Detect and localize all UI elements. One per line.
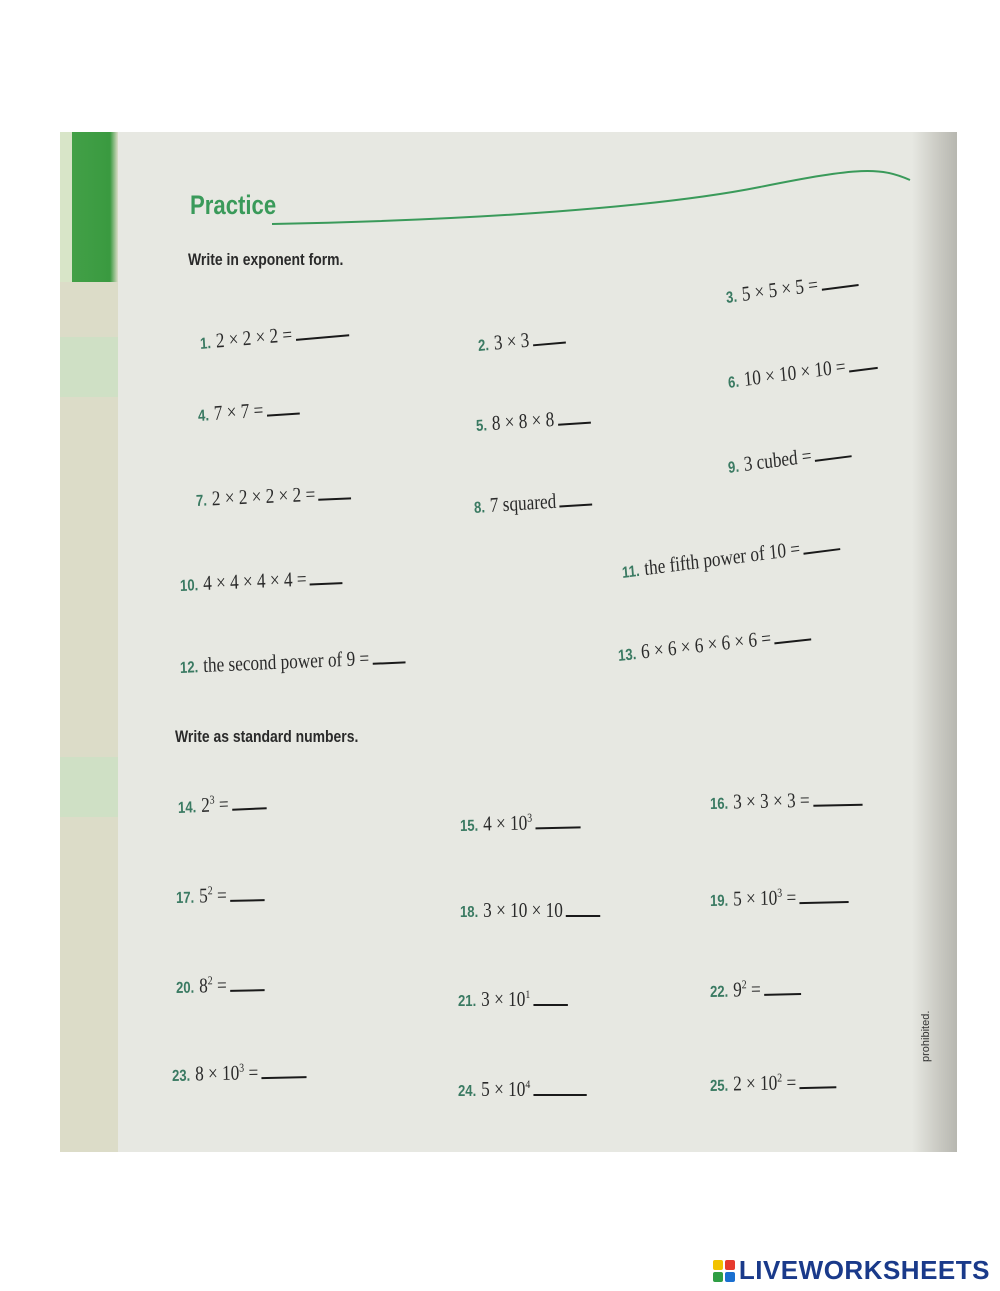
answer-blank[interactable] (813, 790, 862, 807)
exercise-exponent: 2 (741, 977, 747, 992)
exercise-number: 11. (621, 562, 641, 582)
exercise-expression: 10 × 10 × 10 = (742, 354, 847, 391)
exercise-expression: 3 × 10 × 10 (483, 898, 563, 922)
answer-blank[interactable] (774, 624, 812, 644)
exercise-item (710, 1069, 837, 1097)
exercise-number: 25. (709, 1077, 729, 1095)
exercise-item (199, 317, 349, 355)
page-edge (60, 132, 118, 1152)
exercise-equals: = (244, 1060, 259, 1085)
exercise-item (460, 898, 601, 923)
exercise-number: 5. (475, 417, 488, 435)
exercise-expression: 6 × 6 × 6 × 6 × 6 = (640, 625, 772, 664)
exercise-number: 16. (709, 795, 729, 813)
answer-blank[interactable] (820, 270, 858, 291)
exercise-equals: = (212, 972, 227, 998)
exercise-item (710, 884, 849, 912)
exercise-item (727, 350, 878, 394)
exercise-item (460, 809, 581, 837)
exercise-number: 22. (709, 983, 729, 1001)
exercise-number: 24. (458, 1083, 477, 1100)
exercise-expression: 8 × 8 × 8 (491, 407, 555, 435)
exercise-base: 2 × 10 (732, 1070, 778, 1096)
worksheet-photo (60, 132, 957, 1152)
exercise-expression: 7 × 7 = (213, 397, 264, 425)
exercise-item (180, 644, 406, 679)
exercise-number: 4. (197, 407, 210, 425)
binding-shadow (912, 132, 957, 1152)
exercise-number: 23. (171, 1067, 191, 1085)
exercise-number: 21. (458, 993, 477, 1010)
exercise-item (725, 267, 859, 309)
exercise-expression: the fifth power of 10 = (643, 536, 801, 581)
liveworksheets-logo (713, 1255, 990, 1286)
exercise-item (473, 486, 592, 519)
answer-blank[interactable] (535, 812, 580, 829)
exercise-number: 8. (473, 499, 486, 517)
exercise-exponent: 2 (207, 973, 213, 988)
exercise-item (710, 787, 862, 815)
exercise-exponent: 3 (239, 1060, 245, 1075)
exercise-exponent: 3 (777, 885, 783, 900)
exercise-exponent: 2 (777, 1070, 783, 1085)
watermark-text: LIVEWORKSHEETS (738, 1255, 990, 1285)
answer-blank[interactable] (266, 399, 299, 417)
exercise-item (477, 325, 566, 357)
exercise-equals: = (782, 885, 797, 910)
green-mark (60, 337, 118, 397)
answer-blank[interactable] (764, 979, 801, 996)
answer-blank[interactable] (814, 441, 852, 462)
exercise-item (458, 1077, 587, 1102)
green-mark (60, 757, 118, 817)
exercise-exponent: 3 (209, 792, 215, 807)
answer-blank[interactable] (318, 483, 351, 500)
exercise-item (197, 396, 299, 427)
exercise-expression: 3 cubed = (742, 443, 813, 476)
answer-blank[interactable] (532, 328, 566, 347)
exercise-number: 20. (175, 979, 195, 997)
exercise-item (176, 972, 265, 999)
exercise-equals: = (782, 1070, 797, 1095)
exercise-number: 2. (477, 337, 490, 355)
exercise-item (621, 531, 841, 584)
section-heading: Write as standard numbers. (175, 727, 359, 746)
logo-icon (713, 1260, 735, 1282)
exercise-number: 19. (709, 892, 729, 910)
answer-blank[interactable] (310, 568, 343, 585)
exercise-base: 3 × 10 (481, 987, 526, 1011)
answer-blank[interactable] (802, 534, 840, 555)
exercise-base: 5 × 10 (732, 885, 778, 911)
exercise-number: 17. (175, 889, 195, 907)
exercise-base: 2 (200, 792, 211, 818)
exercise-exponent: 1 (525, 987, 531, 1001)
exercise-item (727, 438, 853, 479)
exercise-equals: = (746, 976, 761, 1002)
exercise-number: 13. (617, 646, 637, 665)
exercise-equals: = (212, 882, 227, 908)
exercise-equals: = (214, 791, 230, 817)
answer-blank[interactable] (295, 320, 349, 340)
exercise-base: 8 (198, 973, 208, 998)
page-title: Practice (190, 190, 277, 220)
exercise-expression: 2 × 2 × 2 = (215, 322, 293, 353)
exercise-number: 12. (179, 659, 199, 677)
answer-blank[interactable] (566, 901, 600, 917)
exercise-base: 4 × 10 (482, 810, 528, 836)
answer-blank[interactable] (559, 489, 592, 507)
exercise-exponent: 3 (527, 810, 533, 825)
exercise-expression: 4 × 4 × 4 × 4 = (202, 566, 307, 596)
answer-blank[interactable] (799, 1072, 836, 1089)
exercise-number: 10. (179, 577, 199, 595)
exercise-expression: 3 × 3 (493, 327, 530, 355)
exercise-number: 18. (460, 904, 479, 921)
answer-blank[interactable] (534, 990, 568, 1006)
exercise-number: 14. (177, 799, 197, 817)
exercise-exponent: 2 (207, 883, 213, 898)
exercise-number: 15. (459, 817, 479, 835)
exercise-number: 6. (727, 373, 740, 392)
answer-blank[interactable] (230, 975, 265, 992)
answer-blank[interactable] (534, 1080, 587, 1096)
exercise-item (178, 790, 267, 819)
exercise-item (617, 621, 812, 666)
answer-blank[interactable] (557, 408, 590, 426)
exercise-expression: the second power of 9 = (202, 645, 370, 678)
exercise-item (458, 987, 568, 1012)
exercise-item (180, 565, 343, 597)
answer-blank[interactable] (261, 1062, 306, 1079)
exercise-number: 3. (725, 288, 738, 307)
exercise-item (710, 976, 801, 1003)
side-text: prohibited. (920, 1010, 932, 1062)
exercise-expression: 7 squared (489, 488, 557, 517)
exercise-item (196, 480, 352, 512)
exercise-base: 5 × 10 (481, 1077, 526, 1101)
exercise-expression: 5 × 5 × 5 = (740, 272, 819, 306)
answer-blank[interactable] (848, 353, 878, 373)
exercise-base: 8 × 10 (194, 1060, 240, 1086)
exercise-number: 7. (195, 492, 208, 510)
exercise-expression: 3 × 3 × 3 = (732, 787, 810, 814)
exercise-expression: 2 × 2 × 2 × 2 = (211, 481, 316, 511)
exercise-item (475, 405, 590, 437)
exercise-base: 5 (198, 883, 208, 908)
exercise-base: 9 (732, 977, 742, 1002)
section-heading: Write in exponent form. (188, 250, 344, 269)
exercise-number: 1. (199, 335, 212, 353)
answer-blank[interactable] (372, 647, 405, 664)
answer-blank[interactable] (232, 793, 267, 810)
answer-blank[interactable] (799, 887, 848, 904)
exercise-number: 9. (727, 458, 740, 477)
answer-blank[interactable] (230, 885, 265, 902)
exercise-exponent: 4 (525, 1077, 531, 1091)
exercise-item (172, 1059, 307, 1087)
exercise-item (176, 882, 265, 909)
